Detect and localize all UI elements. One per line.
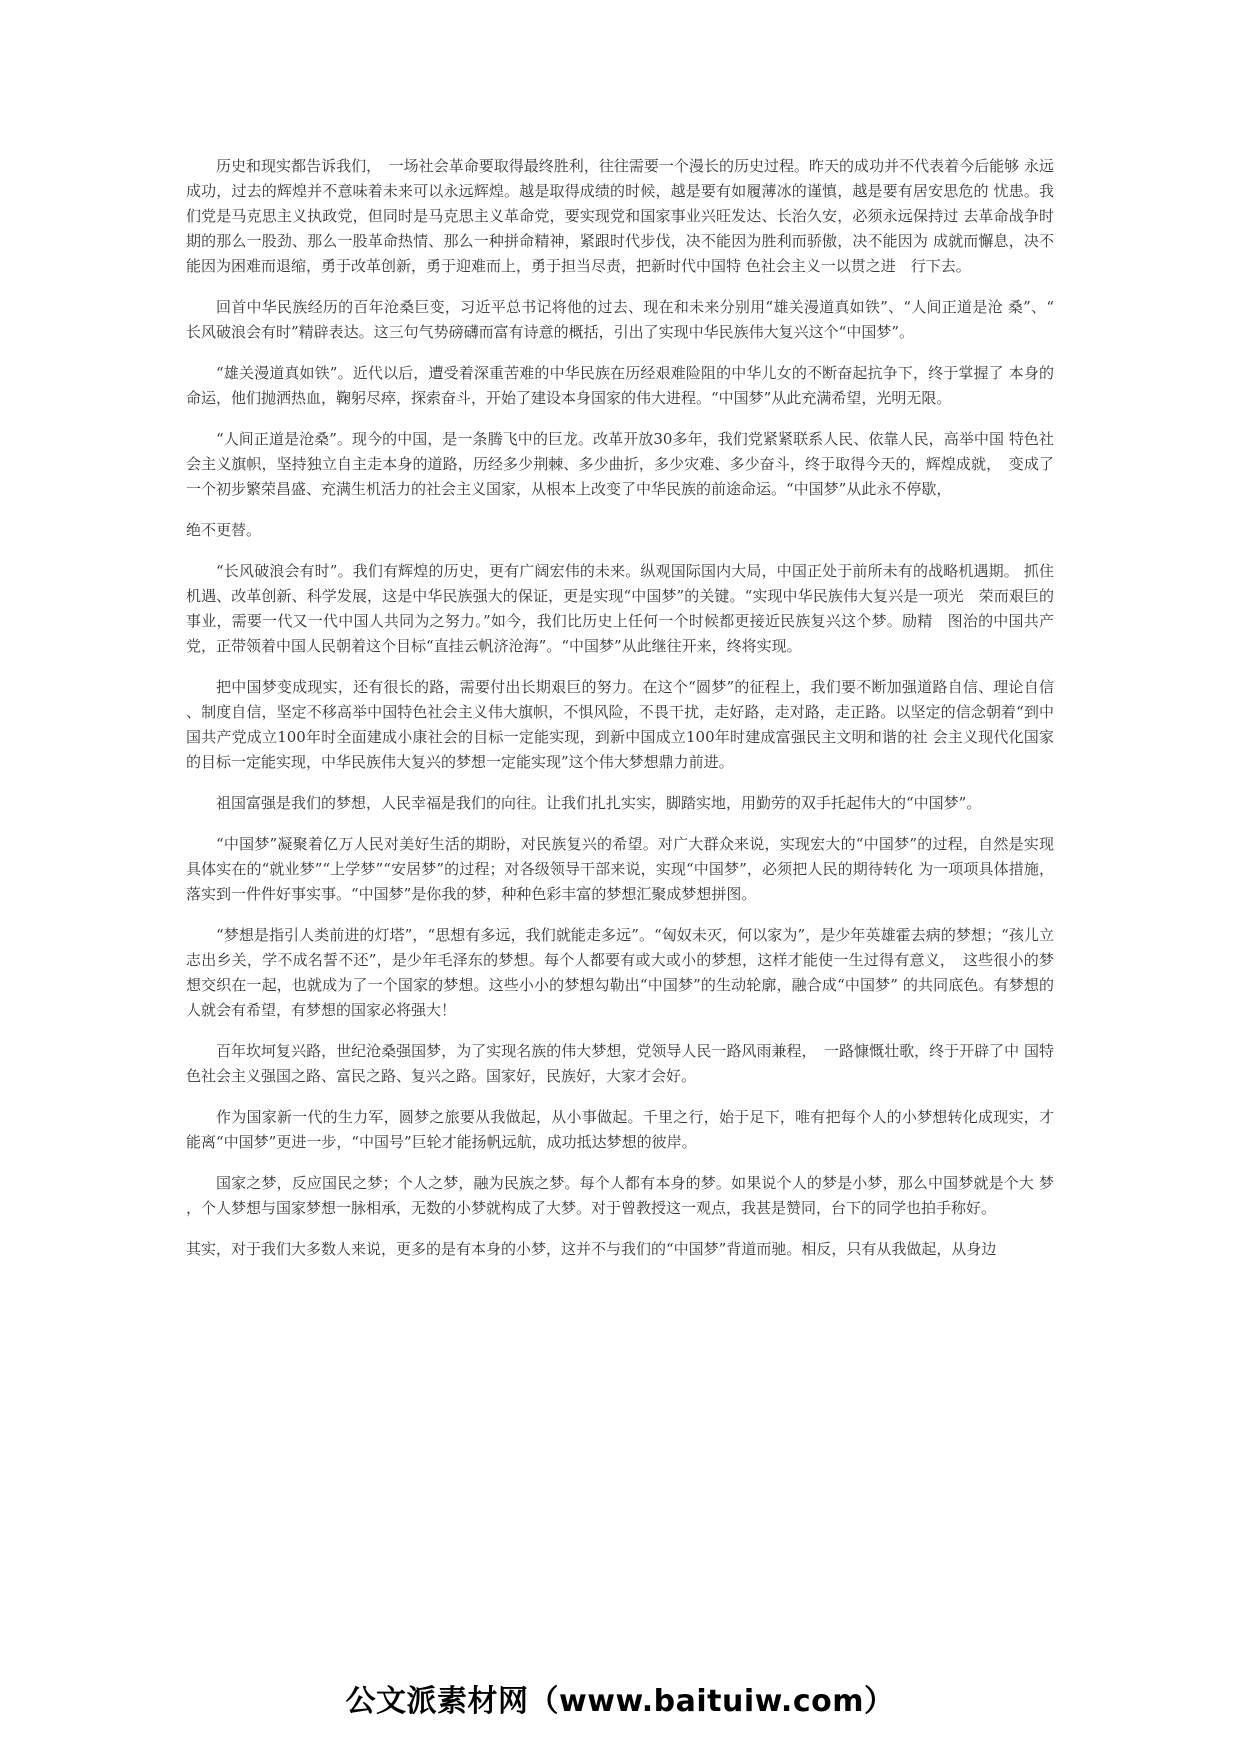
paragraph-13: 其实，对于我们大多数人来说，更多的是有本身的小梦，这并不与我们的“中国梦”背道而驰。相反，只有从我做起，从身边 [186, 1240, 997, 1258]
paragraph-4: “人间正道是沧桑”。现今的中国，是一条腾飞中的巨龙。改革开放30多年，我们党紧紧联系人民、依靠人民，高举中国 特色社会主义旗帜，坚持独立自主走本身的道路，历经多少荆棘、多少曲折，多少灾难、多少奋斗，终于取得今天的，辉煌成就， 变成了一个初步繁荣昌盛、充满生机活力的社会主义国家，从根本上改变了中华民族的前途命运。“中国梦”从此永不停歇， [186, 430, 1054, 498]
paragraph-4-continuation: 绝不更替。 [186, 521, 262, 539]
paragraph-6: 把中国梦变成现实，还有很长的路，需要付出长期艰巨的努力。在这个“圆梦”的征程上，我们要不断加强道路自信、理论自信、制度自信，坚定不移高举中国特色社会主义伟大旗帜，不惧风险，不畏干扰，走好路，走对路，走正路。以坚定的信念朝着“到中国共产党成立100年时全面建成小康社会的目标一定能实现，到新中国成立100年时建成富强民主文明和谐的社 会主义现代化国家的目标一定能实现，中华民族伟大复兴的梦想一定能实现”这个伟大梦想鼎力前进。 [186, 678, 1054, 771]
paragraph-12: 国家之梦，反应国民之梦；个人之梦，融为民族之梦。每个人都有本身的梦。如果说个人的梦是小梦，那么中国梦就是个大 梦，个人梦想与国家梦想一脉相承，无数的小梦就构成了大梦。对于曾教授这一观点，我甚是赞同，台下的同学也拍手称好。 [186, 1174, 1054, 1217]
paragraph-5: “长风破浪会有时”。我们有辉煌的历史，更有广阔宏伟的未来。纵观国际国内大局，中国正处于前所未有的战略机遇期。 抓住机遇、改革创新、科学发展，这是中华民族强大的保证，更是实现“中国梦”的关键。“实现中华民族伟大复兴是一项光 荣而艰巨的事业，需要一代又一代中国人共同为之努力。”如今，我们比历史上任何一个时候都更接近民族复兴这个梦。励精 图治的中国共产党，正带领着中国人民朝着这个目标“直挂云帆济沧海”。“中国梦”从此继往开来，终将实现。 [186, 562, 1054, 655]
paragraph-1: 历史和现实都告诉我们， 一场社会革命要取得最终胜利，往往需要一个漫长的历史过程。昨天的成功并不代表着今后能够 永远成功，过去的辉煌并不意味着未来可以永远辉煌。越是取得成绩的时候，越是要有如履薄冰的谨慎，越是要有居安思危的 忧患。我们党是马克思主义执政党，但同时是马克思主义革命党，要实现党和国家事业兴旺发达、长治久安，必须永远保持过 去革命战争时期的那么一股劲、那么一股革命热情、那么一种拼命精神，紧跟时代步伐，决不能因为胜利而骄傲，决不能因为 成就而懈息，决不能因为困难而退缩，勇于改革创新，勇于迎难而上，勇于担当尽责，把新时代中国特 色社会主义一以贯之进 行下去。 [186, 157, 1054, 275]
paragraph-9: “梦想是指引人类前进的灯塔”，“思想有多远，我们就能走多远”。“匈奴未灭，何以家为”，是少年英雄霍去病的梦想；“孩儿立志出乡关，学不成名誓不还”，是少年毛泽东的梦想。每个人都要有或大或小的梦想，这样才能使一生过得有意义， 这些很小的梦想交织在一起，也就成为了一个国家的梦想。这些小小的梦想勾勒出“中国梦”的生动轮廓，融合成“中国梦” 的共同底色。有梦想的人就会有希望，有梦想的国家必将强大！ [186, 926, 1054, 1019]
paragraph-11: 作为国家新一代的生力军，圆梦之旅要从我做起，从小事做起。千里之行，始于足下，唯有把每个人的小梦想转化成现实，才能离“中国梦”更进一步，“中国号”巨轮才能扬帆远航，成功抵达梦想的彼岸。 [186, 1108, 1054, 1151]
paragraph-3: “雄关漫道真如铁”。近代以后，遭受着深重苦难的中华民族在历经艰难险阻的中华儿女的不断奋起抗争下，终于掌握了 本身的命运，他们抛洒热血，鞠躬尽瘁，探索奋斗，开始了建设本身国家的伟大进程。“中国梦”从此充满希望，光明无限。 [186, 364, 1054, 407]
paragraph-2: 回首中华民族经历的百年沧桑巨变，习近平总书记将他的过去、现在和未来分别用“雄关漫道真如铁”、“人间正道是沧 桑”、“长风破浪会有时”精辟表达。这三句气势磅礴而富有诗意的概括，引出了实现中华民族伟大复兴这个“中国梦”。 [186, 298, 1054, 341]
paragraph-8: “中国梦”凝聚着亿万人民对美好生活的期盼，对民族复兴的希望。对广大群众来说，实现宏大的“中国梦”的过程，自然是实现具体实在的“就业梦”“上学梦”“安居梦”的过程；对各级领导干部来说，实现“中国梦”，必须把人民的期待转化 为一项项具体措施，落实到一件件好事实事。“中国梦”是你我的梦，种种色彩丰富的梦想汇聚成梦想拼图。 [186, 835, 1054, 903]
paragraph-10: 百年坎坷复兴路，世纪沧桑强国梦，为了实现名族的伟大梦想，党领导人民一路风雨兼程， 一路慷慨壮歌，终于开辟了中 国特色社会主义强国之路、富民之路、复兴之路。国家好，民族好，大家才会好。 [186, 1042, 1054, 1085]
paragraph-7: 祖国富强是我们的梦想，人民幸福是我们的向往。让我们扎扎实实，脚踏实地，用勤劳的双手托起伟大的“中国梦”。 [216, 794, 982, 812]
article-body [186, 154, 1054, 1278]
source-watermark: 公文派素材网（www.baituiw.com） [345, 1684, 895, 1719]
